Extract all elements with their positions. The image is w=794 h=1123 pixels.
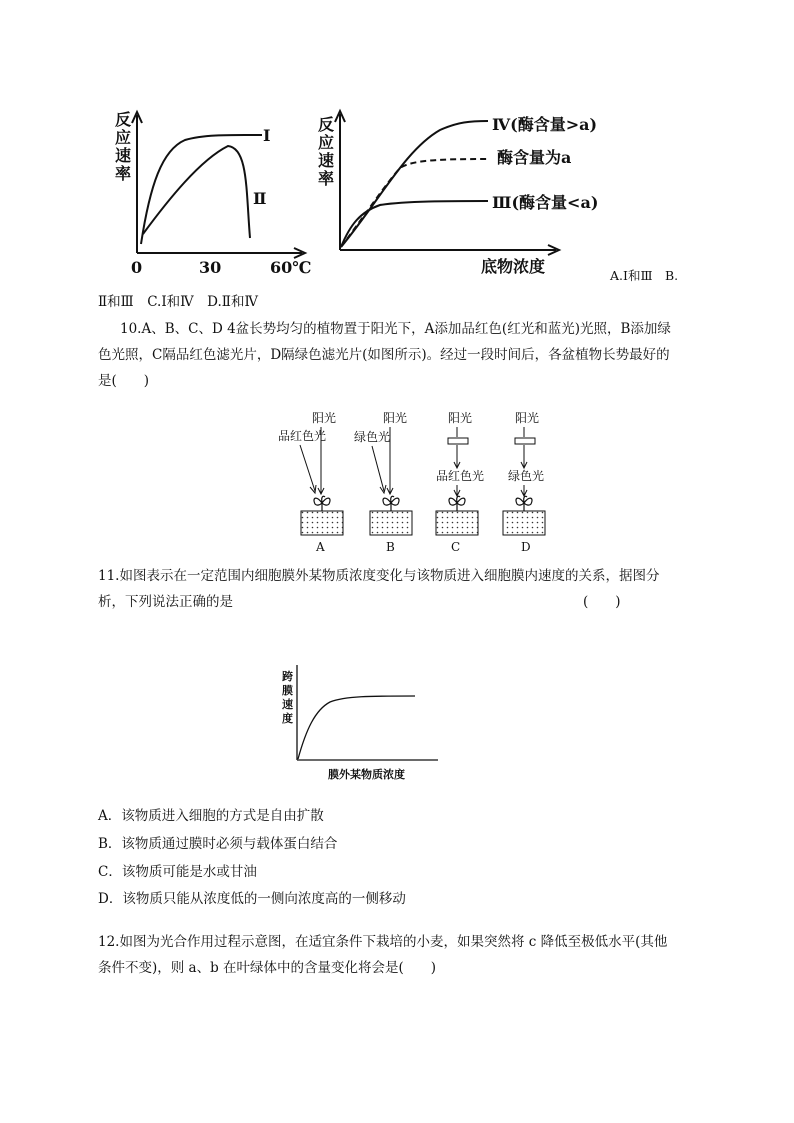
g2-label-a: 酶含量为a: [497, 148, 572, 167]
pot-b-green-label: 绿色光: [354, 430, 391, 444]
g1-label-I: Ⅰ: [263, 126, 271, 145]
pot-c: [436, 511, 478, 535]
g1-curve-I: [141, 135, 262, 244]
pot-d: [503, 511, 545, 535]
g2-ylabel-1: 反: [318, 115, 335, 134]
g1-ylabel-1: 反: [115, 110, 132, 129]
q10-stem-line2: 色光照，C隔品红色滤光片，D隔绿色滤光片(如图所示)。经过一段时间后，各盆植物长势最好的: [98, 347, 670, 363]
pot-a-letter: A: [316, 540, 325, 554]
plant-c: [449, 496, 465, 511]
q11-stem-line1: 11.如图表示在一定范围内细胞膜外某物质浓度变化与该物质进入细胞膜内速度的关系，据图分: [98, 568, 660, 584]
q11-option-b: B．该物质通过膜时必须与载体蛋白结合: [98, 836, 338, 852]
q11-option-d: D．该物质只能从浓度低的一侧向浓度高的一侧移动: [98, 891, 406, 907]
g1-xtick-60: 60℃: [270, 258, 312, 277]
pot-c-sun-label: 阳光: [448, 411, 473, 425]
pot-c-letter: C: [451, 540, 461, 554]
q11-ylabel-4: 度: [282, 712, 293, 725]
pot-d-filter-label: 绿色光: [508, 469, 545, 483]
pot-d-letter: D: [521, 540, 531, 554]
g2-label-III: Ⅲ(酶含量<a): [492, 193, 599, 212]
g1-label-II: Ⅱ: [253, 189, 267, 208]
g2-label-IV: Ⅳ(酶含量>a): [492, 115, 598, 134]
q11-option-c: C．该物质可能是水或甘油: [98, 864, 257, 880]
pot-c-filter-label: 品红色光: [436, 469, 485, 483]
q10-stem-line1: 10.A、B、C、D 4盆长势均匀的植物置于阳光下，A添加品红色(红光和蓝光)光照，B添加绿: [120, 321, 671, 337]
pot-a-sun-label: 阳光: [312, 411, 337, 425]
g1-xtick-0: 0: [131, 258, 143, 277]
g1-ylabel-3: 速: [115, 146, 132, 165]
q9-figure: [0, 0, 794, 290]
pot-b: [370, 511, 412, 535]
g2-ylabel-3: 速: [318, 151, 335, 170]
g2-ylabel-2: 应: [318, 133, 335, 152]
q12-stem-line1: 12.如图为光合作用过程示意图，在适宜条件下栽培的小麦，如果突然将 c 降低至极低水平(其他: [98, 934, 668, 950]
plant-a: [314, 496, 330, 511]
q11-xlabel: 膜外某物质浓度: [328, 768, 405, 781]
q11-curve: [298, 696, 415, 759]
q11-stem-line2: 析，下列说法正确的是: [98, 594, 233, 610]
plant-b: [383, 496, 399, 511]
q11-ylabel-1: 跨: [282, 670, 293, 683]
pot-b-sun-label: 阳光: [383, 411, 408, 425]
q11-bracket: ( ): [583, 594, 621, 610]
q11-option-a: A．该物质进入细胞的方式是自由扩散: [98, 808, 324, 824]
q11-ylabel-3: 速: [282, 698, 293, 711]
pot-a-magenta-label: 品红色光: [278, 429, 327, 443]
g2-curve-III: [341, 201, 488, 247]
q9-options-line: Ⅱ和Ⅲ C.Ⅰ和Ⅳ D.Ⅱ和Ⅳ: [98, 294, 258, 310]
g1-xtick-30: 30: [199, 258, 222, 277]
g2-xlabel: 底物浓度: [481, 257, 546, 276]
pot-b-letter: B: [386, 540, 395, 554]
g2-ylabel-4: 率: [318, 169, 335, 188]
q10-figure: [270, 405, 560, 555]
q12-stem-line2: 条件不变)，则 a、b 在叶绿体中的含量变化将会是( ): [98, 960, 437, 976]
q11-ylabel-2: 膜: [282, 684, 293, 697]
q9-option-a: A.Ⅰ和Ⅲ B.: [610, 268, 679, 283]
plant-d: [516, 496, 532, 511]
q11-chart: [270, 660, 450, 785]
g1-ylabel-2: 应: [115, 128, 132, 147]
q10-stem-line3: 是( ): [98, 373, 150, 389]
pot-a: [301, 511, 343, 535]
g2-curve-IV: [341, 121, 488, 247]
g1-ylabel-4: 率: [115, 164, 132, 183]
pot-d-sun-label: 阳光: [515, 411, 540, 425]
g1-curve-II: [143, 146, 250, 238]
